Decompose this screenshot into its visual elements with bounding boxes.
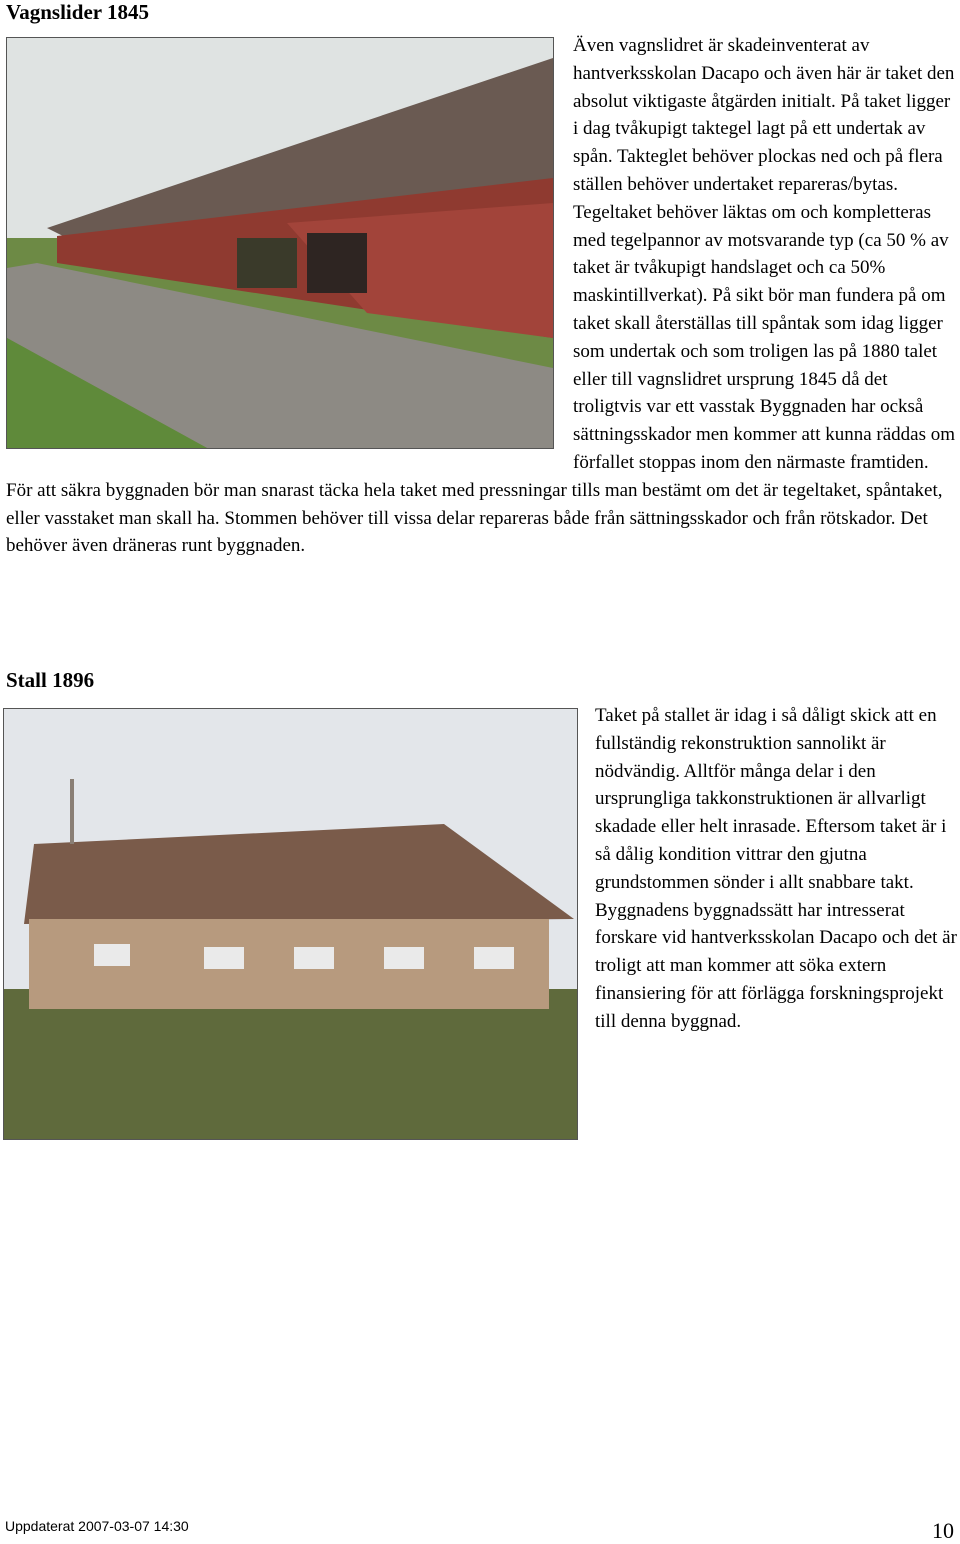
stable-photo <box>3 708 578 1140</box>
section-heading-stall: Stall 1896 <box>6 668 95 692</box>
section-heading-vagnslider: Vagnslider 1845 <box>6 0 149 24</box>
paragraph-vagnslider: Även vagnslidret är skadeinventerat av hantverksskolan Dacapo och även här är taket den absolut viktigaste åtgärden initialt. På taket ligger i dag tvåkupigt taktegel lagt på ett undertak av spån. Takteglet behöver plockas ned och på flera ställen behöver undertaket repareras/bytas. Tegeltaket behöver läktas om och kompletteras med tegelpannor av motsvarande typ (ca 50 % av taket är tvåkupigt handslaget och ca 50% maskintillverkat). På sikt bör man fundera på om taket skall återställas till spåntak som idag ligger som undertak och som troligen las på 1880 talet eller till vagnslidret ursprung 1845 då det troligtvis var ett vasstak Byggnaden har också sättningsskador men kommer att kunna räddas om förfallet stoppas inom den närmaste framtiden. För att säkra byggnaden bör man snarast täcka hela taket med pressningar tills man bestämt om det är tegeltaket, spåntaket, eller vasstaket man skall ha. Stommen behöver till vissa delar repareras både från sättningsskador och från rötskador. Det behöver även dräneras runt byggnaden. <box>6 35 956 557</box>
photo-wrap-spacer <box>6 32 573 465</box>
page-number: 10 <box>932 1518 954 1543</box>
section-text-vagnslider <box>6 32 956 560</box>
updated-timestamp: Uppdaterat 2007-03-07 14:30 <box>5 1518 189 1534</box>
section-text-stall: Taket på stallet är idag i så dåligt skick att en fullständig rekonstruktion sannolikt är nödvändig. Alltför många delar i den ursprungliga takkonstruktionen är allvarligt skadade eller helt inrasade. Eftersom taket är i så dålig kondition vittrar den gjutna grundstommen sönder i allt snabbare takt. Byggnadens byggnadssätt har intresserat forskare vid hantverksskolan Dacapo och det är troligt att man kommer att söka extern finansiering för att förlägga forskningsprojekt till denna byggnad. <box>595 705 957 1032</box>
